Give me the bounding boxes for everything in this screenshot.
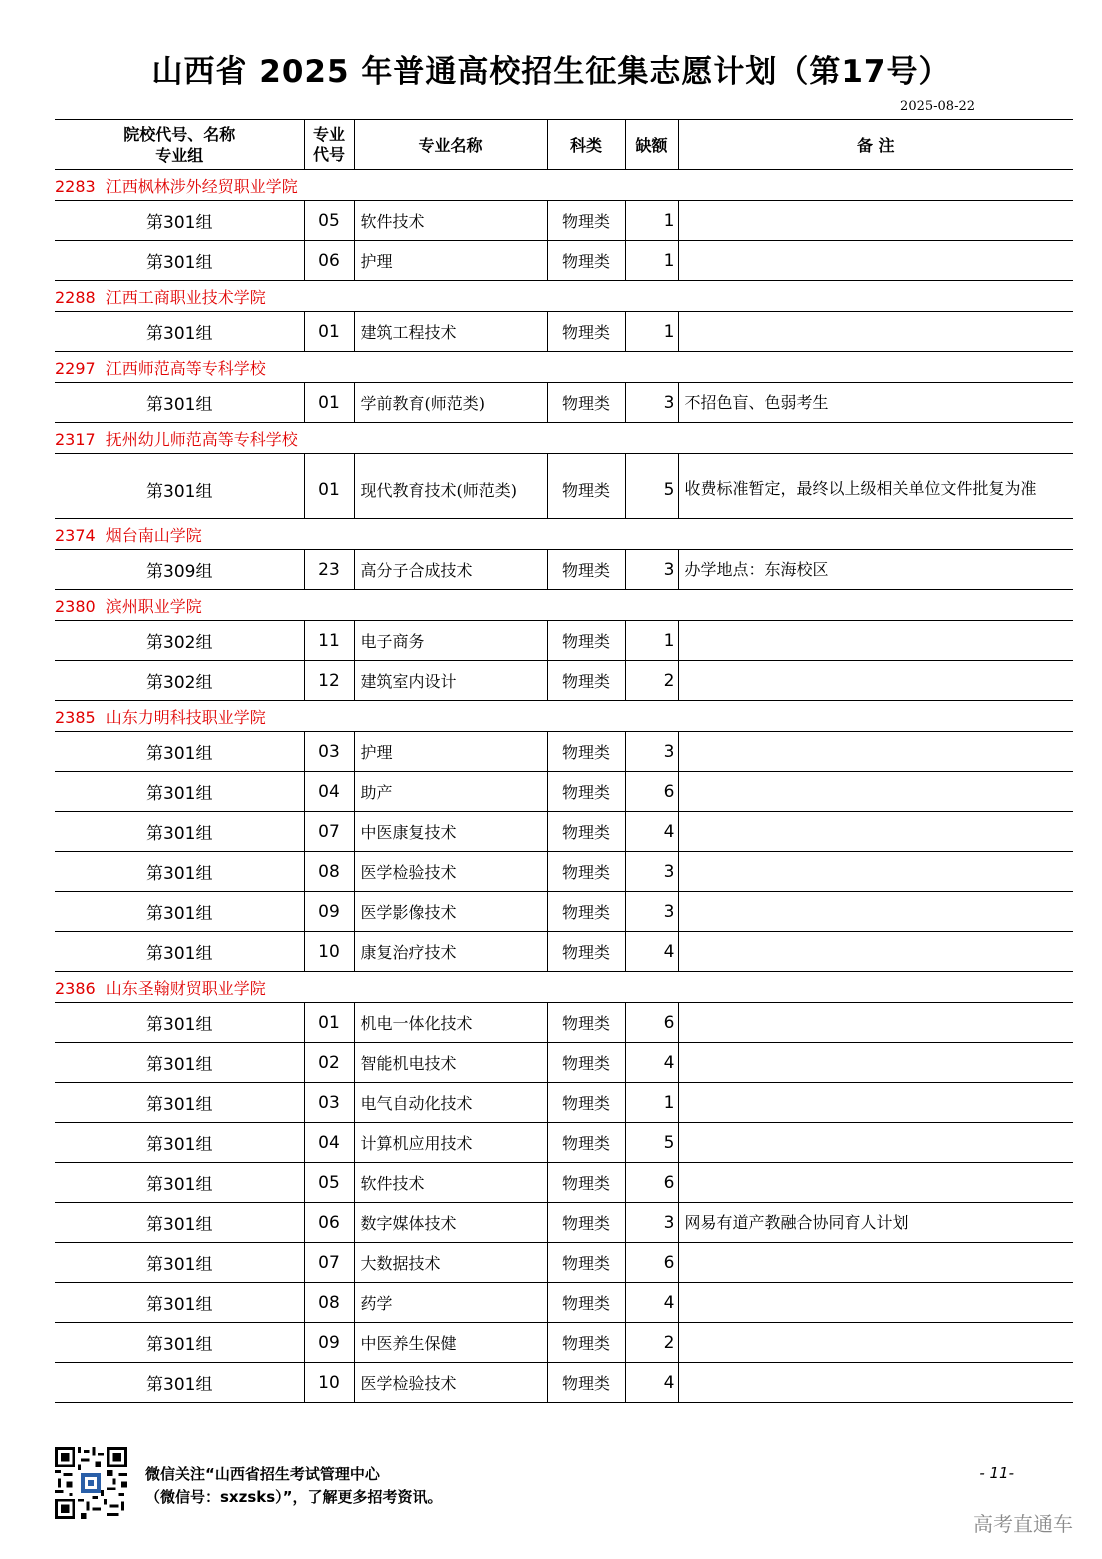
cell-category: 物理类 (547, 1003, 625, 1043)
cell-major-code: 09 (304, 1323, 354, 1363)
footer-text (145, 1463, 443, 1509)
institution-cell (55, 590, 1073, 621)
publish-date: 2025-08-22 (900, 99, 975, 114)
institution-cell (55, 423, 1073, 454)
footer-line1: 微信关注“山西省招生考试管理中心 (145, 1465, 380, 1483)
cell-quota: 6 (625, 1003, 678, 1043)
institution-name: 抚州幼儿师范高等专科学校 (105, 429, 298, 449)
table-row (55, 241, 1073, 281)
table-row (55, 1283, 1073, 1323)
cell-quota: 3 (625, 550, 678, 590)
cell-major-code: 01 (304, 1003, 354, 1043)
cell-major-name: 高分子合成技术 (354, 550, 547, 590)
cell-group: 第301组 (55, 932, 304, 972)
cell-group: 第301组 (55, 892, 304, 932)
table-row (55, 454, 1073, 519)
cell-quota: 6 (625, 1163, 678, 1203)
cell-note (678, 1163, 1073, 1203)
cell-major-name: 软件技术 (354, 201, 547, 241)
cell-group: 第301组 (55, 1123, 304, 1163)
cell-quota: 2 (625, 1323, 678, 1363)
cell-major-code: 07 (304, 1243, 354, 1283)
cell-quota: 1 (625, 621, 678, 661)
cell-major-code: 01 (304, 454, 354, 519)
institution-name: 滨州职业学院 (105, 596, 202, 616)
cell-note: 办学地点：东海校区 (678, 550, 1073, 590)
cell-major-code: 05 (304, 201, 354, 241)
cell-note (678, 1043, 1073, 1083)
cell-category: 物理类 (547, 1203, 625, 1243)
cell-major-code: 23 (304, 550, 354, 590)
cell-major-name: 智能机电技术 (354, 1043, 547, 1083)
cell-category: 物理类 (547, 1043, 625, 1083)
table-row (55, 550, 1073, 590)
cell-major-name: 助产 (354, 772, 547, 812)
institution-code: 2374 (55, 525, 96, 545)
cell-category: 物理类 (547, 383, 625, 423)
cell-quota: 1 (625, 201, 678, 241)
table-row (55, 312, 1073, 352)
cell-note (678, 1123, 1073, 1163)
institution-code: 2297 (55, 358, 96, 378)
cell-quota: 5 (625, 454, 678, 519)
institution-code: 2317 (55, 429, 96, 449)
cell-category: 物理类 (547, 892, 625, 932)
cell-category: 物理类 (547, 1243, 625, 1283)
cell-group: 第301组 (55, 1083, 304, 1123)
institution-row (55, 423, 1073, 454)
qr-code-icon (55, 1447, 127, 1519)
cell-quota: 4 (625, 1283, 678, 1323)
table-row (55, 383, 1073, 423)
cell-major-name: 电气自动化技术 (354, 1083, 547, 1123)
cell-category: 物理类 (547, 621, 625, 661)
cell-category: 物理类 (547, 1083, 625, 1123)
column-header-group-line2: 专业组 (155, 145, 204, 165)
cell-category: 物理类 (547, 1323, 625, 1363)
column-header-name: 专业名称 (354, 120, 547, 170)
cell-major-code: 03 (304, 732, 354, 772)
cell-group: 第301组 (55, 1363, 304, 1403)
cell-category: 物理类 (547, 241, 625, 281)
cell-major-code: 10 (304, 1363, 354, 1403)
cell-note (678, 1243, 1073, 1283)
cell-note (678, 892, 1073, 932)
cell-group: 第301组 (55, 732, 304, 772)
cell-quota: 2 (625, 661, 678, 701)
cell-quota: 3 (625, 852, 678, 892)
cell-quota: 3 (625, 383, 678, 423)
cell-category: 物理类 (547, 550, 625, 590)
cell-category: 物理类 (547, 1363, 625, 1403)
cell-major-name: 数字媒体技术 (354, 1203, 547, 1243)
cell-category: 物理类 (547, 1123, 625, 1163)
cell-major-name: 中医养生保健 (354, 1323, 547, 1363)
cell-major-code: 09 (304, 892, 354, 932)
institution-name: 江西师范高等专科学校 (105, 358, 266, 378)
cell-major-code: 05 (304, 1163, 354, 1203)
cell-group: 第309组 (55, 550, 304, 590)
cell-group: 第301组 (55, 1323, 304, 1363)
table-row (55, 932, 1073, 972)
cell-quota: 4 (625, 932, 678, 972)
enrollment-plan-table (55, 119, 1073, 1403)
cell-major-name: 护理 (354, 732, 547, 772)
institution-row (55, 590, 1073, 621)
cell-major-name: 建筑室内设计 (354, 661, 547, 701)
cell-note (678, 1003, 1073, 1043)
cell-major-code: 01 (304, 383, 354, 423)
cell-quota: 1 (625, 241, 678, 281)
institution-cell (55, 519, 1073, 550)
cell-note (678, 201, 1073, 241)
column-header-note: 备 注 (678, 120, 1073, 170)
cell-major-code: 08 (304, 852, 354, 892)
institution-name: 山东圣翰财贸职业学院 (105, 978, 266, 998)
cell-note (678, 852, 1073, 892)
institution-code: 2385 (55, 707, 96, 727)
cell-quota: 4 (625, 1363, 678, 1403)
cell-major-name: 学前教育(师范类) (354, 383, 547, 423)
cell-category: 物理类 (547, 312, 625, 352)
cell-note (678, 1083, 1073, 1123)
cell-note: 不招色盲、色弱考生 (678, 383, 1073, 423)
cell-category: 物理类 (547, 772, 625, 812)
cell-note (678, 1283, 1073, 1323)
cell-quota: 1 (625, 312, 678, 352)
footer-line2: （微信号：sxzsks）”，了解更多招考资讯。 (145, 1488, 443, 1506)
cell-major-name: 软件技术 (354, 1163, 547, 1203)
cell-major-code: 02 (304, 1043, 354, 1083)
table-row (55, 852, 1073, 892)
institution-name: 烟台南山学院 (105, 525, 202, 545)
institution-row (55, 519, 1073, 550)
cell-note (678, 932, 1073, 972)
table-row (55, 732, 1073, 772)
table-row (55, 1163, 1073, 1203)
cell-major-name: 计算机应用技术 (354, 1123, 547, 1163)
cell-group: 第301组 (55, 201, 304, 241)
institution-cell (55, 972, 1073, 1003)
cell-group: 第302组 (55, 661, 304, 701)
table-header-row (55, 120, 1073, 170)
institution-code: 2288 (55, 287, 96, 307)
cell-category: 物理类 (547, 661, 625, 701)
cell-major-name: 现代教育技术(师范类) (354, 454, 547, 519)
cell-note (678, 1363, 1073, 1403)
cell-major-name: 医学影像技术 (354, 892, 547, 932)
institution-row (55, 352, 1073, 383)
institution-row (55, 701, 1073, 732)
cell-note (678, 312, 1073, 352)
cell-note (678, 812, 1073, 852)
cell-group: 第301组 (55, 772, 304, 812)
table-row (55, 1203, 1073, 1243)
institution-cell (55, 170, 1073, 201)
cell-note: 网易有道产教融合协同育人计划 (678, 1203, 1073, 1243)
cell-category: 物理类 (547, 852, 625, 892)
cell-major-code: 10 (304, 932, 354, 972)
table-row (55, 892, 1073, 932)
cell-quota: 3 (625, 732, 678, 772)
cell-quota: 4 (625, 812, 678, 852)
table-row (55, 1123, 1073, 1163)
table-row (55, 661, 1073, 701)
cell-quota: 6 (625, 1243, 678, 1283)
table-row (55, 772, 1073, 812)
cell-category: 物理类 (547, 1163, 625, 1203)
cell-category: 物理类 (547, 201, 625, 241)
column-header-category: 科类 (547, 120, 625, 170)
table-body (55, 170, 1073, 1403)
institution-code: 2283 (55, 176, 96, 196)
table-row (55, 1323, 1073, 1363)
cell-major-name: 医学检验技术 (354, 1363, 547, 1403)
cell-group: 第301组 (55, 312, 304, 352)
table-row (55, 1363, 1073, 1403)
cell-major-name: 大数据技术 (354, 1243, 547, 1283)
cell-major-code: 03 (304, 1083, 354, 1123)
cell-major-code: 06 (304, 241, 354, 281)
cell-note (678, 1323, 1073, 1363)
cell-major-name: 护理 (354, 241, 547, 281)
cell-major-code: 08 (304, 1283, 354, 1323)
watermark-text: 高考直通车 (973, 1512, 1073, 1536)
cell-group: 第301组 (55, 852, 304, 892)
cell-major-code: 07 (304, 812, 354, 852)
institution-name: 江西枫林涉外经贸职业学院 (105, 176, 298, 196)
cell-major-name: 建筑工程技术 (354, 312, 547, 352)
institution-name: 江西工商职业技术学院 (105, 287, 266, 307)
table-row (55, 201, 1073, 241)
cell-group: 第301组 (55, 383, 304, 423)
institution-row (55, 972, 1073, 1003)
cell-note (678, 732, 1073, 772)
column-header-code (304, 120, 354, 170)
cell-note: 收费标准暂定，最终以上级相关单位文件批复为准 (678, 454, 1073, 519)
cell-quota: 1 (625, 1083, 678, 1123)
cell-major-name: 机电一体化技术 (354, 1003, 547, 1043)
institution-cell (55, 701, 1073, 732)
cell-group: 第301组 (55, 1003, 304, 1043)
cell-quota: 4 (625, 1043, 678, 1083)
cell-major-code: 06 (304, 1203, 354, 1243)
cell-group: 第301组 (55, 812, 304, 852)
cell-category: 物理类 (547, 454, 625, 519)
institution-name: 山东力明科技职业学院 (105, 707, 266, 727)
cell-group: 第301组 (55, 1283, 304, 1323)
column-header-code-line1: 专业 (312, 124, 345, 144)
cell-major-name: 中医康复技术 (354, 812, 547, 852)
page-number: - 11- (979, 1464, 1014, 1482)
cell-group: 第301组 (55, 1243, 304, 1283)
cell-group: 第301组 (55, 1203, 304, 1243)
cell-major-name: 药学 (354, 1283, 547, 1323)
cell-major-code: 12 (304, 661, 354, 701)
column-header-quota: 缺额 (625, 120, 678, 170)
cell-group: 第302组 (55, 621, 304, 661)
cell-category: 物理类 (547, 1283, 625, 1323)
cell-major-name: 医学检验技术 (354, 852, 547, 892)
cell-group: 第301组 (55, 1043, 304, 1083)
institution-row (55, 170, 1073, 201)
table-row (55, 1083, 1073, 1123)
cell-category: 物理类 (547, 732, 625, 772)
cell-quota: 3 (625, 1203, 678, 1243)
cell-note (678, 772, 1073, 812)
cell-note (678, 621, 1073, 661)
cell-group: 第301组 (55, 454, 304, 519)
cell-group: 第301组 (55, 1163, 304, 1203)
cell-note (678, 661, 1073, 701)
cell-quota: 3 (625, 892, 678, 932)
column-header-code-line2: 代号 (312, 144, 345, 164)
institution-row (55, 281, 1073, 312)
institution-code: 2386 (55, 978, 96, 998)
cell-note (678, 241, 1073, 281)
table-row (55, 1043, 1073, 1083)
table-row (55, 1243, 1073, 1283)
column-header-group (55, 120, 304, 170)
cell-major-name: 康复治疗技术 (354, 932, 547, 972)
cell-category: 物理类 (547, 932, 625, 972)
cell-major-code: 04 (304, 772, 354, 812)
column-header-group-line1: 院校代号、名称 (123, 124, 236, 144)
cell-group: 第301组 (55, 241, 304, 281)
institution-cell (55, 352, 1073, 383)
cell-major-code: 01 (304, 312, 354, 352)
page-title: 山西省 2025 年普通高校招生征集志愿计划（第17号） (151, 54, 951, 90)
institution-cell (55, 281, 1073, 312)
cell-quota: 6 (625, 772, 678, 812)
cell-major-code: 11 (304, 621, 354, 661)
cell-major-name: 电子商务 (354, 621, 547, 661)
cell-category: 物理类 (547, 812, 625, 852)
table-row (55, 812, 1073, 852)
cell-major-code: 04 (304, 1123, 354, 1163)
table-row (55, 1003, 1073, 1043)
institution-code: 2380 (55, 596, 96, 616)
cell-quota: 5 (625, 1123, 678, 1163)
table-row (55, 621, 1073, 661)
